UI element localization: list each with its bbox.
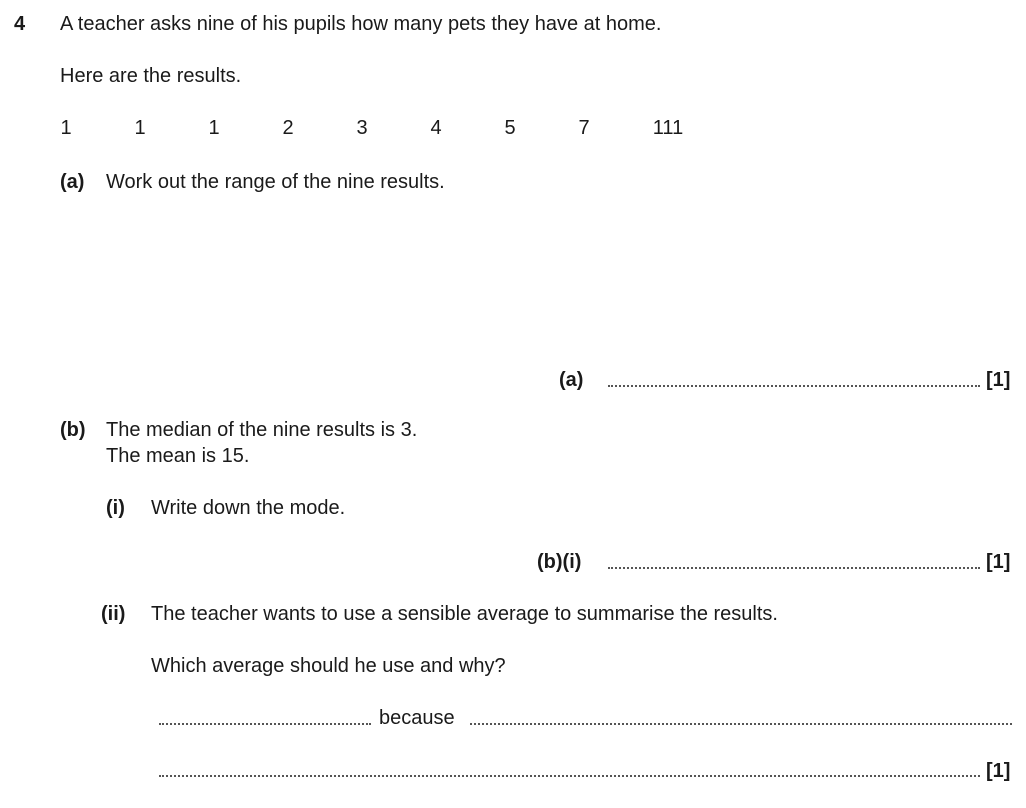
reason-answer-line[interactable] [470, 723, 1012, 725]
question-intro: A teacher asks nine of his pupils how many pets they have at home. [60, 13, 662, 35]
part-a-text: Work out the range of the nine results. [106, 171, 445, 193]
part-b-line2: The mean is 15. [106, 445, 250, 467]
reason-answer-line-2[interactable] [159, 775, 980, 777]
result-value: 2 [282, 117, 294, 139]
part-a-label: (a) [60, 171, 85, 193]
part-b-line1: The median of the nine results is 3. [106, 419, 418, 441]
results-intro: Here are the results. [60, 65, 242, 87]
part-a-marks: [1] [986, 369, 1011, 391]
result-value: 5 [504, 117, 516, 139]
result-value: 3 [356, 117, 368, 139]
result-value: 7 [578, 117, 590, 139]
because-label: because [379, 707, 455, 729]
part-b-i-label: (i) [106, 497, 125, 519]
answer-b-i-label: (b)(i) [537, 551, 582, 573]
result-value: 1 [208, 117, 220, 139]
answer-a-label: (a) [559, 369, 584, 391]
result-value: 1 [134, 117, 146, 139]
part-b-ii-label: (ii) [101, 603, 126, 625]
result-value: 111 [652, 117, 684, 139]
result-value: 4 [430, 117, 442, 139]
average-answer-line[interactable] [159, 723, 371, 725]
part-b-i-text: Write down the mode. [151, 497, 346, 519]
answer-b-i-line[interactable] [608, 567, 980, 569]
part-b-label: (b) [60, 419, 86, 441]
part-b-i-marks: [1] [986, 551, 1011, 573]
part-b-ii-marks: [1] [986, 760, 1011, 782]
answer-a-line[interactable] [608, 385, 980, 387]
question-number: 4 [14, 13, 26, 35]
part-b-ii-question: Which average should he use and why? [151, 655, 506, 677]
part-b-ii-text: The teacher wants to use a sensible average to summarise the results. [151, 603, 778, 625]
result-value: 1 [60, 117, 72, 139]
